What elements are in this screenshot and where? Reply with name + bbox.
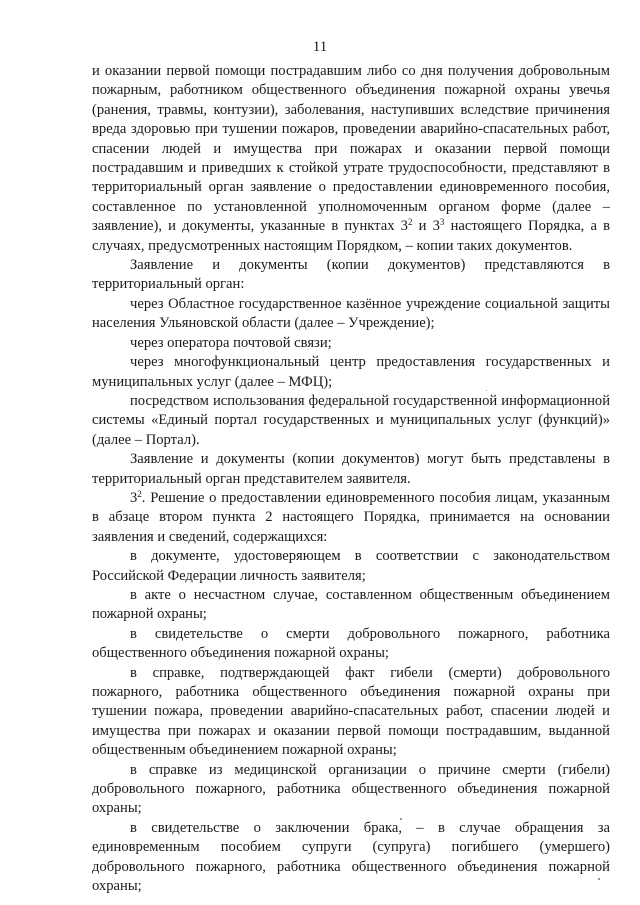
paragraph-text: настоящего Порядка, а в случаях, предусмотренных настоящим Порядком, – копии таких документов. xyxy=(92,218,611,254)
paragraph-death-certificate: в свидетельстве о смерти добровольного пожарного, работника общественного объединения пожарной охраны; xyxy=(92,625,610,662)
paragraph-marriage-certificate: в свидетельстве о заключении брака, – в случае обращения за единовременным пособием супруги (супруга) погибшего (умершего) добровольного пожарного, работника общественного объединения пожарной охраны; xyxy=(92,819,610,895)
paragraph-text: и 3 xyxy=(412,218,440,235)
paragraph-death-confirmation: в справке, подтверждающей факт гибели (смерти) добровольного пожарного, работника общественного объединения пожарной охраны при тушении пожара, проведении аварийно-спасательных работ, спасении людей и имущества при пожарах и оказании первой помощи пострадавшим, выданной общественным объединением пожарной охраны; xyxy=(92,664,610,759)
superscript: 2 xyxy=(137,488,142,499)
superscript: 3 xyxy=(439,217,445,228)
scan-speck xyxy=(486,390,487,391)
paragraph-clause-3-2 xyxy=(92,489,610,547)
paragraph-submission-intro: Заявление и документы (копии документов) представляются в территориальный орган: xyxy=(92,257,610,293)
paragraph-accident-act: в акте о несчастном случае, составленном общественным объединением пожарной охраны; xyxy=(92,586,610,623)
paragraph-continuation xyxy=(92,62,610,256)
paragraph-text: и оказании первой помощи пострадавшим либо со дня получения добровольным пожарным, работником общественного объединения пожарной охраны увечья (ранения, травмы, контузии), заболевания, наступивших вследствие причинения вреда здоровью при тушении пожаров, проведении аварийно-спасательных работ, спасении людей и имущества при пожарах и оказании первой помощи пострадавшим и приведших к стойкой утрате трудоспособности, представляют в территориальный орган заявление о предоставлении единовременного пособия, составленное по установленной уполномоченным органом форме (далее – заявление), и документы, указанные в пунктах 3 xyxy=(92,63,610,235)
paragraph-via-post: через оператора почтовой связи; xyxy=(130,334,332,351)
superscript: 2 xyxy=(407,217,413,228)
paragraph-via-mfc: через многофункциональный центр предоставления государственных и муниципальных услуг (далее – МФЦ); xyxy=(92,354,610,390)
scan-speck xyxy=(598,878,600,880)
paragraph-representative: Заявление и документы (копии документов) могут быть представлены в территориальный орган представителем заявителя. xyxy=(92,451,610,487)
scan-speck xyxy=(400,818,402,820)
paragraph-text: . Решение о предоставлении единовременного пособия лицам, указанным в абзаце втором пункта 2 настоящего Порядка, принимается на основании заявления и сведений, содержащихся: xyxy=(92,489,610,545)
paragraph-identity-document: в документе, удостоверяющем в соответствии с законодательством Российской Федерации личность заявителя; xyxy=(92,548,610,584)
document-body xyxy=(92,62,610,896)
paragraph-via-institution: через Областное государственное казённое учреждение социальной защиты населения Ульяновской области (далее – Учреждение); xyxy=(92,295,610,332)
paragraph-medical-certificate: в справке из медицинской организации о причине смерти (гибели) добровольного пожарного, работника общественного объединения пожарной охраны; xyxy=(92,761,610,817)
paragraph-via-portal: посредством использования федеральной государственной информационной системы «Единый портал государственных и муниципальных услуг (функций)» (далее – Портал). xyxy=(92,392,610,448)
clause-number: 3 xyxy=(130,489,138,506)
page-number: 11 xyxy=(312,39,328,55)
